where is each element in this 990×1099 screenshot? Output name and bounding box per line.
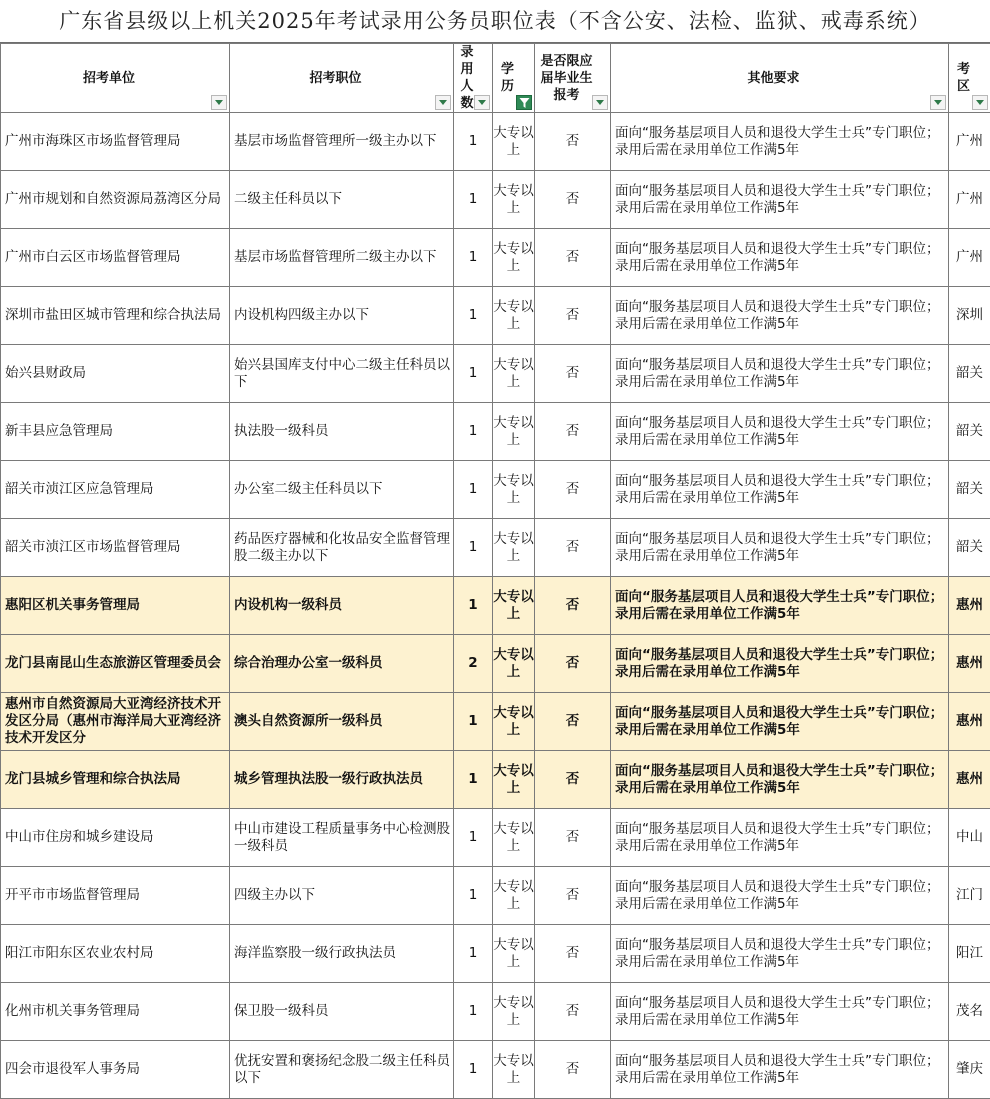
cell-edu-text: 大专以上	[493, 763, 534, 797]
cell-region[interactable]	[949, 1041, 990, 1099]
cell-unit-text: 化州市机关事务管理局	[5, 1003, 227, 1020]
cell-other[interactable]	[611, 171, 949, 229]
cell-grad[interactable]	[535, 983, 611, 1041]
cell-other[interactable]	[611, 345, 949, 403]
cell-grad[interactable]	[535, 287, 611, 345]
cell-grad-text: 否	[535, 133, 610, 150]
header-row	[1, 44, 990, 113]
table-row	[1, 345, 990, 403]
cell-unit[interactable]	[1, 345, 230, 403]
table-body	[1, 113, 990, 1099]
header-other-label: 其他要求	[611, 70, 948, 87]
cell-region-text: 韶关	[949, 365, 990, 382]
cell-other[interactable]	[611, 519, 949, 577]
cell-grad-text: 否	[535, 365, 610, 382]
cell-count-text: 1	[454, 191, 492, 208]
cell-count-text: 1	[454, 249, 492, 266]
cell-grad[interactable]	[535, 519, 611, 577]
cell-grad-text: 否	[535, 945, 610, 962]
cell-position-text: 保卫股一级科员	[234, 1003, 451, 1020]
cell-count-text: 1	[454, 597, 492, 614]
cell-edu-text: 大专以上	[493, 705, 534, 739]
cell-region[interactable]	[949, 693, 990, 751]
table-row	[1, 519, 990, 577]
cell-count-text: 1	[454, 829, 492, 846]
cell-other-text: 面向“服务基层项目人员和退役大学生士兵”专门职位；录用后需在录用单位工作满5年	[615, 299, 946, 333]
cell-edu[interactable]	[493, 113, 535, 171]
cell-count-text: 1	[454, 481, 492, 498]
table-row	[1, 867, 990, 925]
cell-other[interactable]	[611, 461, 949, 519]
cell-grad-text: 否	[535, 887, 610, 904]
cell-other-text: 面向“服务基层项目人员和退役大学生士兵”专门职位；录用后需在录用单位工作满5年	[615, 241, 946, 275]
cell-count[interactable]	[454, 867, 493, 925]
cell-grad[interactable]	[535, 693, 611, 751]
cell-other-text: 面向“服务基层项目人员和退役大学生士兵”专门职位；录用后需在录用单位工作满5年	[615, 937, 946, 971]
cell-position-text: 办公室二级主任科员以下	[234, 481, 451, 498]
cell-other[interactable]	[611, 635, 949, 693]
header-region	[949, 44, 990, 113]
cell-other[interactable]	[611, 867, 949, 925]
cell-unit-text: 龙门县城乡管理和综合执法局	[5, 771, 227, 788]
positions-table	[0, 43, 990, 1099]
cell-other-text: 面向“服务基层项目人员和退役大学生士兵”专门职位；录用后需在录用单位工作满5年	[615, 821, 946, 855]
cell-edu[interactable]	[493, 461, 535, 519]
cell-other-text: 面向“服务基层项目人员和退役大学生士兵”专门职位；录用后需在录用单位工作满5年	[615, 879, 946, 913]
cell-edu-text: 大专以上	[493, 589, 534, 623]
cell-grad-text: 否	[535, 713, 610, 730]
cell-count-text: 1	[454, 365, 492, 382]
cell-position[interactable]	[230, 229, 454, 287]
cell-unit-text: 开平市市场监督管理局	[5, 887, 227, 904]
cell-region-text: 惠州	[949, 655, 990, 672]
cell-position-text: 内设机构四级主办以下	[234, 307, 451, 324]
cell-region[interactable]	[949, 809, 990, 867]
filter-dropdown-icon[interactable]	[930, 95, 946, 110]
cell-unit-text: 惠州市自然资源局大亚湾经济技术开发区分局（惠州市海洋局大亚湾经济技术开发区分	[5, 696, 227, 747]
header-position-label: 招考职位	[230, 70, 453, 87]
cell-count[interactable]	[454, 287, 493, 345]
cell-grad-text: 否	[535, 771, 610, 788]
cell-edu-text: 大专以上	[493, 473, 534, 507]
cell-position-text: 优抚安置和褒扬纪念股二级主任科员以下	[234, 1053, 451, 1087]
cell-count[interactable]	[454, 403, 493, 461]
cell-region[interactable]	[949, 229, 990, 287]
cell-edu[interactable]	[493, 403, 535, 461]
header-edu-label: 学历	[493, 61, 534, 95]
cell-position[interactable]	[230, 577, 454, 635]
cell-grad-text: 否	[535, 597, 610, 614]
cell-region-text: 广州	[949, 249, 990, 266]
cell-other-text: 面向“服务基层项目人员和退役大学生士兵”专门职位；录用后需在录用单位工作满5年	[615, 589, 946, 623]
cell-count-text: 1	[454, 423, 492, 440]
cell-unit-text: 四会市退役军人事务局	[5, 1061, 227, 1078]
cell-position[interactable]	[230, 345, 454, 403]
cell-region-text: 广州	[949, 133, 990, 150]
cell-edu[interactable]	[493, 693, 535, 751]
cell-count-text: 1	[454, 945, 492, 962]
cell-edu-text: 大专以上	[493, 647, 534, 681]
cell-position[interactable]	[230, 461, 454, 519]
cell-unit[interactable]	[1, 287, 230, 345]
cell-other[interactable]	[611, 693, 949, 751]
cell-edu-text: 大专以上	[493, 879, 534, 913]
header-grad	[535, 44, 611, 113]
cell-unit[interactable]	[1, 867, 230, 925]
cell-edu-text: 大专以上	[493, 299, 534, 333]
cell-edu[interactable]	[493, 577, 535, 635]
cell-other[interactable]	[611, 1041, 949, 1099]
cell-unit-text: 新丰县应急管理局	[5, 423, 227, 440]
cell-other-text: 面向“服务基层项目人员和退役大学生士兵”专门职位；录用后需在录用单位工作满5年	[615, 705, 946, 739]
cell-unit-text: 广州市海珠区市场监督管理局	[5, 133, 227, 150]
cell-unit[interactable]	[1, 461, 230, 519]
cell-position[interactable]	[230, 809, 454, 867]
cell-region-text: 江门	[949, 887, 990, 904]
table-row	[1, 113, 990, 171]
cell-unit[interactable]	[1, 1041, 230, 1099]
cell-grad-text: 否	[535, 191, 610, 208]
table-row	[1, 751, 990, 809]
cell-other-text: 面向“服务基层项目人员和退役大学生士兵”专门职位；录用后需在录用单位工作满5年	[615, 183, 946, 217]
cell-edu[interactable]	[493, 287, 535, 345]
cell-other-text: 面向“服务基层项目人员和退役大学生士兵”专门职位；录用后需在录用单位工作满5年	[615, 647, 946, 681]
header-grad-label: 是否限应届毕业生报考	[535, 53, 610, 104]
table-row	[1, 287, 990, 345]
header-count	[454, 44, 493, 113]
sheet-title: 广东省县级以上机关2025年考试录用公务员职位表（不含公安、法检、监狱、戒毒系统）	[0, 0, 990, 43]
cell-position[interactable]	[230, 519, 454, 577]
cell-position-text: 内设机构一级科员	[234, 597, 451, 614]
cell-other[interactable]	[611, 287, 949, 345]
cell-position-text: 药品医疗器械和化妆品安全监督管理股二级主办以下	[234, 531, 451, 565]
cell-other-text: 面向“服务基层项目人员和退役大学生士兵”专门职位；录用后需在录用单位工作满5年	[615, 357, 946, 391]
cell-other-text: 面向“服务基层项目人员和退役大学生士兵”专门职位；录用后需在录用单位工作满5年	[615, 473, 946, 507]
cell-grad-text: 否	[535, 481, 610, 498]
cell-grad[interactable]	[535, 403, 611, 461]
cell-unit[interactable]	[1, 577, 230, 635]
cell-position[interactable]	[230, 983, 454, 1041]
cell-edu[interactable]	[493, 229, 535, 287]
cell-edu-text: 大专以上	[493, 125, 534, 159]
cell-other[interactable]	[611, 983, 949, 1041]
cell-grad[interactable]	[535, 229, 611, 287]
cell-edu[interactable]	[493, 1041, 535, 1099]
cell-position-text: 二级主任科员以下	[234, 191, 451, 208]
cell-edu[interactable]	[493, 171, 535, 229]
cell-region-text: 广州	[949, 191, 990, 208]
cell-unit[interactable]	[1, 113, 230, 171]
cell-region-text: 深圳	[949, 307, 990, 324]
cell-region[interactable]	[949, 403, 990, 461]
cell-grad-text: 否	[535, 829, 610, 846]
cell-count-text: 1	[454, 1003, 492, 1020]
table-row	[1, 925, 990, 983]
cell-unit[interactable]	[1, 693, 230, 751]
cell-other[interactable]	[611, 113, 949, 171]
cell-grad-text: 否	[535, 249, 610, 266]
cell-count[interactable]	[454, 229, 493, 287]
cell-grad-text: 否	[535, 539, 610, 556]
cell-region[interactable]	[949, 519, 990, 577]
header-edu	[493, 44, 535, 113]
cell-other[interactable]	[611, 577, 949, 635]
cell-other-text: 面向“服务基层项目人员和退役大学生士兵”专门职位；录用后需在录用单位工作满5年	[615, 995, 946, 1029]
cell-count-text: 1	[454, 1061, 492, 1078]
cell-position[interactable]	[230, 171, 454, 229]
cell-count[interactable]	[454, 461, 493, 519]
cell-grad[interactable]	[535, 925, 611, 983]
cell-grad[interactable]	[535, 751, 611, 809]
cell-edu-text: 大专以上	[493, 1053, 534, 1087]
cell-region-text: 韶关	[949, 481, 990, 498]
cell-unit-text: 广州市白云区市场监督管理局	[5, 249, 227, 266]
cell-unit[interactable]	[1, 229, 230, 287]
cell-unit[interactable]	[1, 635, 230, 693]
cell-position-text: 澳头自然资源所一级科员	[234, 713, 451, 730]
cell-edu-text: 大专以上	[493, 183, 534, 217]
cell-unit-text: 始兴县财政局	[5, 365, 227, 382]
cell-region[interactable]	[949, 867, 990, 925]
cell-position[interactable]	[230, 403, 454, 461]
cell-grad-text: 否	[535, 1061, 610, 1078]
cell-region-text: 韶关	[949, 423, 990, 440]
cell-count[interactable]	[454, 171, 493, 229]
cell-other[interactable]	[611, 403, 949, 461]
cell-unit-text: 惠阳区机关事务管理局	[5, 597, 227, 614]
table-row	[1, 461, 990, 519]
cell-grad[interactable]	[535, 867, 611, 925]
cell-unit[interactable]	[1, 809, 230, 867]
cell-region-text: 阳江	[949, 945, 990, 962]
cell-position-text: 始兴县国库支付中心二级主任科员以下	[234, 357, 451, 391]
cell-count-text: 1	[454, 133, 492, 150]
cell-unit[interactable]	[1, 751, 230, 809]
cell-position-text: 中山市建设工程质量事务中心检测股一级科员	[234, 821, 451, 855]
cell-edu-text: 大专以上	[493, 357, 534, 391]
cell-position[interactable]	[230, 113, 454, 171]
cell-unit-text: 阳江市阳东区农业农村局	[5, 945, 227, 962]
cell-count-text: 1	[454, 307, 492, 324]
cell-edu-text: 大专以上	[493, 995, 534, 1029]
cell-region-text: 茂名	[949, 1003, 990, 1020]
cell-position[interactable]	[230, 287, 454, 345]
cell-region-text: 惠州	[949, 597, 990, 614]
cell-count[interactable]	[454, 1041, 493, 1099]
cell-position[interactable]	[230, 925, 454, 983]
cell-position-text: 海洋监察股一级行政执法员	[234, 945, 451, 962]
cell-edu-text: 大专以上	[493, 241, 534, 275]
cell-position-text: 执法股一级科员	[234, 423, 451, 440]
cell-region[interactable]	[949, 751, 990, 809]
cell-edu[interactable]	[493, 751, 535, 809]
cell-edu-text: 大专以上	[493, 821, 534, 855]
cell-edu[interactable]	[493, 519, 535, 577]
cell-region-text: 惠州	[949, 771, 990, 788]
cell-count[interactable]	[454, 345, 493, 403]
cell-other-text: 面向“服务基层项目人员和退役大学生士兵”专门职位；录用后需在录用单位工作满5年	[615, 531, 946, 565]
cell-count[interactable]	[454, 983, 493, 1041]
cell-region-text: 肇庆	[949, 1061, 990, 1078]
cell-region[interactable]	[949, 287, 990, 345]
cell-region[interactable]	[949, 171, 990, 229]
header-unit-label: 招考单位	[1, 70, 229, 87]
cell-other-text: 面向“服务基层项目人员和退役大学生士兵”专门职位；录用后需在录用单位工作满5年	[615, 763, 946, 797]
cell-count-text: 1	[454, 887, 492, 904]
cell-position[interactable]	[230, 867, 454, 925]
cell-unit-text: 广州市规划和自然资源局荔湾区分局	[5, 191, 227, 208]
cell-grad[interactable]	[535, 635, 611, 693]
cell-other[interactable]	[611, 751, 949, 809]
header-unit	[1, 44, 230, 113]
cell-edu[interactable]	[493, 983, 535, 1041]
cell-grad-text: 否	[535, 423, 610, 440]
cell-grad[interactable]	[535, 171, 611, 229]
table-row	[1, 809, 990, 867]
cell-region-text: 韶关	[949, 539, 990, 556]
cell-other[interactable]	[611, 229, 949, 287]
cell-region[interactable]	[949, 577, 990, 635]
cell-count-text: 1	[454, 771, 492, 788]
cell-grad[interactable]	[535, 577, 611, 635]
filter-dropdown-icon[interactable]	[474, 95, 490, 110]
cell-edu[interactable]	[493, 809, 535, 867]
cell-edu[interactable]	[493, 345, 535, 403]
table-row	[1, 983, 990, 1041]
cell-region[interactable]	[949, 925, 990, 983]
header-position	[230, 44, 454, 113]
cell-position[interactable]	[230, 635, 454, 693]
cell-position[interactable]	[230, 1041, 454, 1099]
cell-unit[interactable]	[1, 519, 230, 577]
cell-count-text: 2	[454, 655, 492, 672]
filter-dropdown-icon[interactable]	[592, 95, 608, 110]
cell-count[interactable]	[454, 925, 493, 983]
cell-other-text: 面向“服务基层项目人员和退役大学生士兵”专门职位；录用后需在录用单位工作满5年	[615, 1053, 946, 1087]
cell-grad-text: 否	[535, 1003, 610, 1020]
cell-edu-text: 大专以上	[493, 415, 534, 449]
cell-count[interactable]	[454, 693, 493, 751]
cell-position-text: 四级主办以下	[234, 887, 451, 904]
cell-count-text: 1	[454, 713, 492, 730]
cell-unit-text: 韶关市浈江区市场监督管理局	[5, 539, 227, 556]
cell-count[interactable]	[454, 577, 493, 635]
cell-edu[interactable]	[493, 867, 535, 925]
cell-grad[interactable]	[535, 345, 611, 403]
table-row	[1, 229, 990, 287]
cell-region[interactable]	[949, 983, 990, 1041]
filter-dropdown-icon[interactable]	[435, 95, 451, 110]
cell-region[interactable]	[949, 635, 990, 693]
table-row	[1, 635, 990, 693]
cell-unit[interactable]	[1, 983, 230, 1041]
cell-unit-text: 龙门县南昆山生态旅游区管理委员会	[5, 655, 227, 672]
cell-grad[interactable]	[535, 1041, 611, 1099]
table-row	[1, 403, 990, 461]
cell-position[interactable]	[230, 751, 454, 809]
cell-grad-text: 否	[535, 307, 610, 324]
cell-region[interactable]	[949, 345, 990, 403]
cell-position-text: 基层市场监督管理所一级主办以下	[234, 133, 451, 150]
cell-region-text: 中山	[949, 829, 990, 846]
filter-active-icon[interactable]	[516, 95, 532, 110]
cell-unit-text: 韶关市浈江区应急管理局	[5, 481, 227, 498]
cell-position[interactable]	[230, 693, 454, 751]
cell-unit-text: 中山市住房和城乡建设局	[5, 829, 227, 846]
table-row	[1, 171, 990, 229]
cell-other-text: 面向“服务基层项目人员和退役大学生士兵”专门职位；录用后需在录用单位工作满5年	[615, 415, 946, 449]
cell-unit[interactable]	[1, 171, 230, 229]
cell-count[interactable]	[454, 635, 493, 693]
cell-unit[interactable]	[1, 403, 230, 461]
cell-count[interactable]	[454, 751, 493, 809]
table-row	[1, 577, 990, 635]
cell-other[interactable]	[611, 925, 949, 983]
cell-grad-text: 否	[535, 655, 610, 672]
cell-grad[interactable]	[535, 113, 611, 171]
cell-count[interactable]	[454, 809, 493, 867]
cell-position-text: 综合治理办公室一级科员	[234, 655, 451, 672]
cell-grad[interactable]	[535, 461, 611, 519]
cell-unit[interactable]	[1, 925, 230, 983]
cell-position-text: 城乡管理执法股一级行政执法员	[234, 771, 451, 788]
header-count-label: 录用人数	[454, 44, 492, 112]
cell-region[interactable]	[949, 113, 990, 171]
cell-region-text: 惠州	[949, 713, 990, 730]
header-region-label: 考区	[949, 61, 990, 95]
cell-edu-text: 大专以上	[493, 937, 534, 971]
cell-count-text: 1	[454, 539, 492, 556]
filter-dropdown-icon[interactable]	[211, 95, 227, 110]
cell-unit-text: 深圳市盐田区城市管理和综合执法局	[5, 307, 227, 324]
cell-grad[interactable]	[535, 809, 611, 867]
cell-count[interactable]	[454, 519, 493, 577]
filter-dropdown-icon[interactable]	[972, 95, 988, 110]
table-row	[1, 693, 990, 751]
cell-region[interactable]	[949, 461, 990, 519]
header-other	[611, 44, 949, 113]
cell-edu[interactable]	[493, 925, 535, 983]
cell-edu[interactable]	[493, 635, 535, 693]
cell-edu-text: 大专以上	[493, 531, 534, 565]
cell-count[interactable]	[454, 113, 493, 171]
table-row	[1, 1041, 990, 1099]
cell-position-text: 基层市场监督管理所二级主办以下	[234, 249, 451, 266]
cell-other[interactable]	[611, 809, 949, 867]
cell-other-text: 面向“服务基层项目人员和退役大学生士兵”专门职位；录用后需在录用单位工作满5年	[615, 125, 946, 159]
